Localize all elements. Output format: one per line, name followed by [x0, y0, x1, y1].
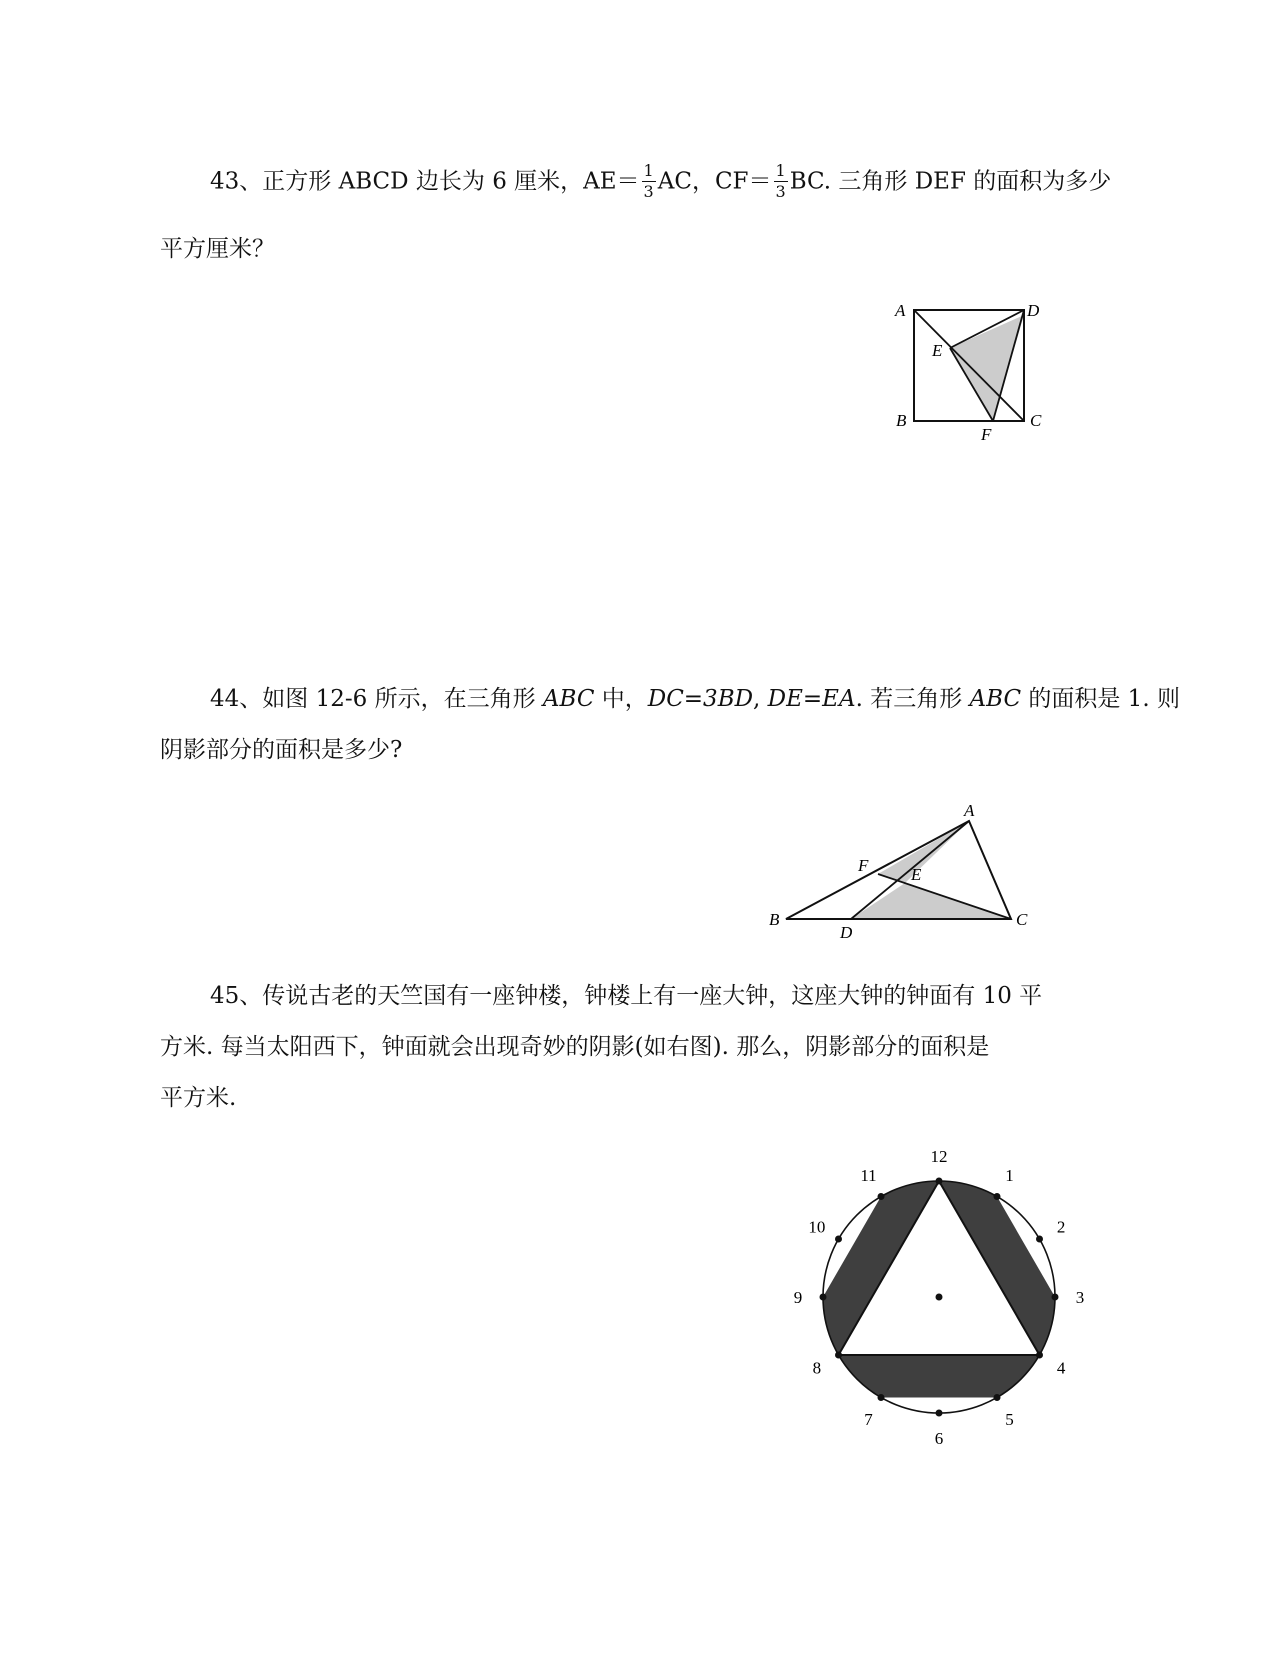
clock-center-dot	[936, 1294, 943, 1301]
q45-line3: 平方米.	[160, 1085, 237, 1111]
hour-label-5: 5	[1005, 1410, 1014, 1430]
label-f: F	[858, 856, 869, 875]
hour-label-8: 8	[812, 1358, 822, 1378]
label-a: A	[964, 801, 975, 820]
hour-label-12: 12	[930, 1147, 948, 1166]
hour-dot-6	[936, 1410, 943, 1417]
hour-dot-10	[835, 1236, 842, 1243]
hour-label-3: 3	[1075, 1288, 1085, 1307]
hour-label-10: 10	[808, 1217, 826, 1237]
hour-label-1: 1	[1005, 1165, 1014, 1185]
label-b: B	[896, 411, 907, 430]
label-d: D	[840, 923, 853, 942]
label-c: C	[1016, 910, 1028, 929]
fraction-one-third: $\frac{1}{3}$	[643, 161, 654, 201]
label-a: A	[895, 301, 906, 320]
label-d: D	[1027, 301, 1040, 320]
hour-label-2: 2	[1056, 1217, 1066, 1237]
hour-dot-4	[1036, 1352, 1043, 1359]
hour-label-11: 11	[860, 1165, 877, 1185]
hour-dot-9	[820, 1294, 827, 1301]
q43-line2: 平方厘米？	[160, 236, 275, 262]
hour-dot-8	[835, 1352, 842, 1359]
label-c: C	[1030, 411, 1042, 430]
q45-line2: 方米. 每当太阳西下，钟面就会出现奇妙的阴影(如右图). 那么，阴影部分的面积是	[160, 1034, 990, 1060]
hour-dot-11	[878, 1193, 885, 1200]
hour-label-9: 9	[793, 1288, 803, 1307]
hour-dot-1	[994, 1193, 1001, 1200]
q44-line1: 44、如图 12-6 所示，在三角形 ABC 中，DC=3BD, DE=EA. 若三角形 ABC 的面积是 1. 则	[210, 686, 1180, 712]
hour-label-6: 6	[934, 1429, 944, 1448]
label-f: F	[981, 425, 992, 444]
q44-line2: 阴影部分的面积是多少?	[160, 737, 403, 763]
hour-dot-12	[936, 1178, 943, 1185]
hour-label-7: 7	[864, 1410, 873, 1430]
label-b: B	[769, 910, 780, 929]
q43-line1: 43、正方形 ABCD 边长为 6 厘米，AE＝ $\frac{1}{3}$ AC，CF＝ $\frac{1}{3}$ BC. 三角形 DEF 的面积为多少	[210, 161, 1112, 201]
hour-dot-7	[878, 1394, 885, 1401]
hour-label-4: 4	[1056, 1358, 1066, 1378]
label-e: E	[932, 341, 943, 360]
hour-dot-3	[1052, 1294, 1059, 1301]
fraction-one-third: $\frac{1}{3}$	[775, 161, 786, 201]
label-e: E	[911, 865, 922, 884]
hour-dot-2	[1036, 1236, 1043, 1243]
hour-dot-5	[994, 1394, 1001, 1401]
q45-line1: 45、传说古老的天竺国有一座钟楼，钟楼上有一座大钟，这座大钟的钟面有 10 平	[210, 983, 1043, 1009]
